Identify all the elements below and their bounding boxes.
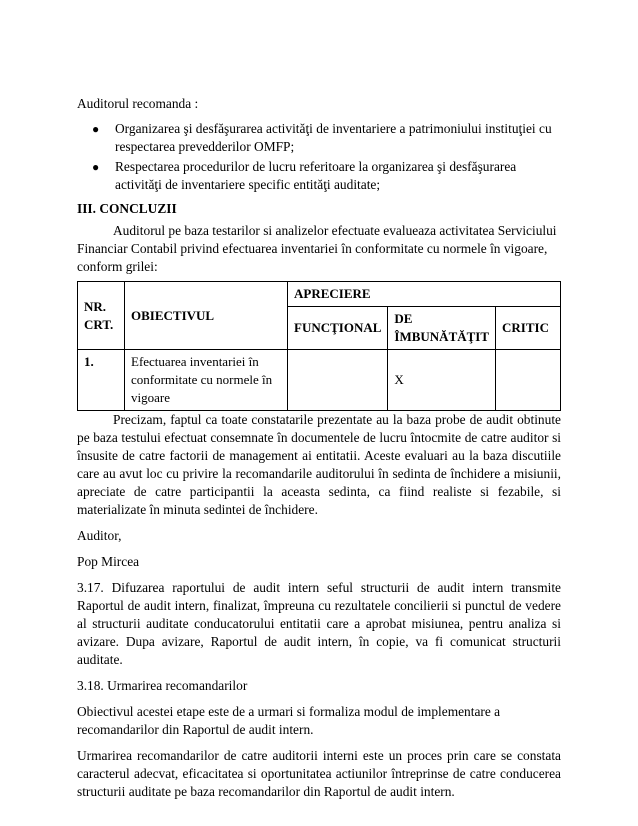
header-functional: FUNCŢIONAL [288, 307, 388, 350]
conclusion-paragraph: Auditorul pe baza testarilor si analizelor efectuate evalueaza activitatea Serviciului Financiar Contabil privind efectuarea inventariei în conformitate cu normele în vigoare, conform grilei: [77, 223, 557, 274]
section-3-18-paragraph-2: Urmarirea recomandarilor de catre auditorii interni este un proces prin care se constata caracterul adecvat, eficacitatea si oportunitatea actiunilor întreprinse de catre conducerea structurii auditate pe baza recomandarilor din Raportul de audit intern. [77, 748, 561, 799]
header-objective: OBIECTIVUL [125, 282, 288, 350]
header-nr: NR. CRT. [78, 282, 125, 350]
evaluation-table [77, 281, 561, 411]
cell-functional [288, 350, 388, 411]
recommendation-text: Organizarea şi desfăşurarea activităţi de inventariere a patrimoniului instituţiei cu respectarea prevedderilor OMFP; [115, 121, 552, 154]
bullet-icon: ● [92, 122, 100, 136]
section-3-18-paragraph-1: Obiectivul acestei etape este de a urmari si formaliza modul de implementare a recomandarilor din Raportul de audit intern. [77, 704, 501, 737]
document-page [77, 95, 561, 801]
details-paragraph: Precizam, faptul ca toate constatarile prezentate au la baza probe de audit obtinute pe baza testului efectuat consemnate în documentele de lucru întocmite de catre auditor si însusite de catre factorii de management ai entitatii. Aceste evaluari au la baza discutiile care au avut loc cu privire la recomandarile auditorului în sedinta de închidere a misiunii, apreciate de catre participantii la aceasta sedinta, ca fiind realiste si fezabile, si materializate în minuta sedintei de închidere. [77, 412, 561, 517]
table-row [78, 350, 561, 411]
cell-imbunatatit: X [388, 350, 496, 411]
intro-text: Auditorul recomanda : [77, 96, 199, 111]
header-critic: CRITIC [496, 307, 561, 350]
auditor-label: Auditor, [77, 528, 122, 543]
list-item [77, 120, 561, 156]
header-apreciere: APRECIERE [288, 282, 561, 307]
header-imbunatatit: DE ÎMBUNĂTĂŢIT [388, 307, 496, 350]
auditor-name: Pop Mircea [77, 554, 140, 569]
section-3-18-title: 3.18. Urmarirea recomandarilor [77, 678, 248, 693]
list-item [77, 158, 561, 194]
cell-nr: 1. [78, 350, 125, 411]
recommendation-text: Respectarea procedurilor de lucru referitoare la organizarea şi desfăşurarea activităţi de inventariere specific entităţi auditate; [115, 159, 517, 192]
cell-objective: Efectuarea inventariei în conformitate cu normele în vigoare [125, 350, 288, 411]
section-heading: III. CONCLUZII [77, 201, 177, 216]
section-3-17: 3.17. Difuzarea raportului de audit intern seful structurii de audit intern transmite Raportul de audit intern, finalizat, împreuna cu rezultatele concilierii si punctul de vedere al structurii auditate conducatorului entitatii care a aprobat misiunea, pentru analiza si avizare. Dupa avizare, Raportul de audit intern, în copie, va fi comunicat structurii auditate. [77, 580, 561, 667]
cell-critic [496, 350, 561, 411]
recommendations-list [77, 120, 561, 194]
bullet-icon: ● [92, 160, 100, 174]
